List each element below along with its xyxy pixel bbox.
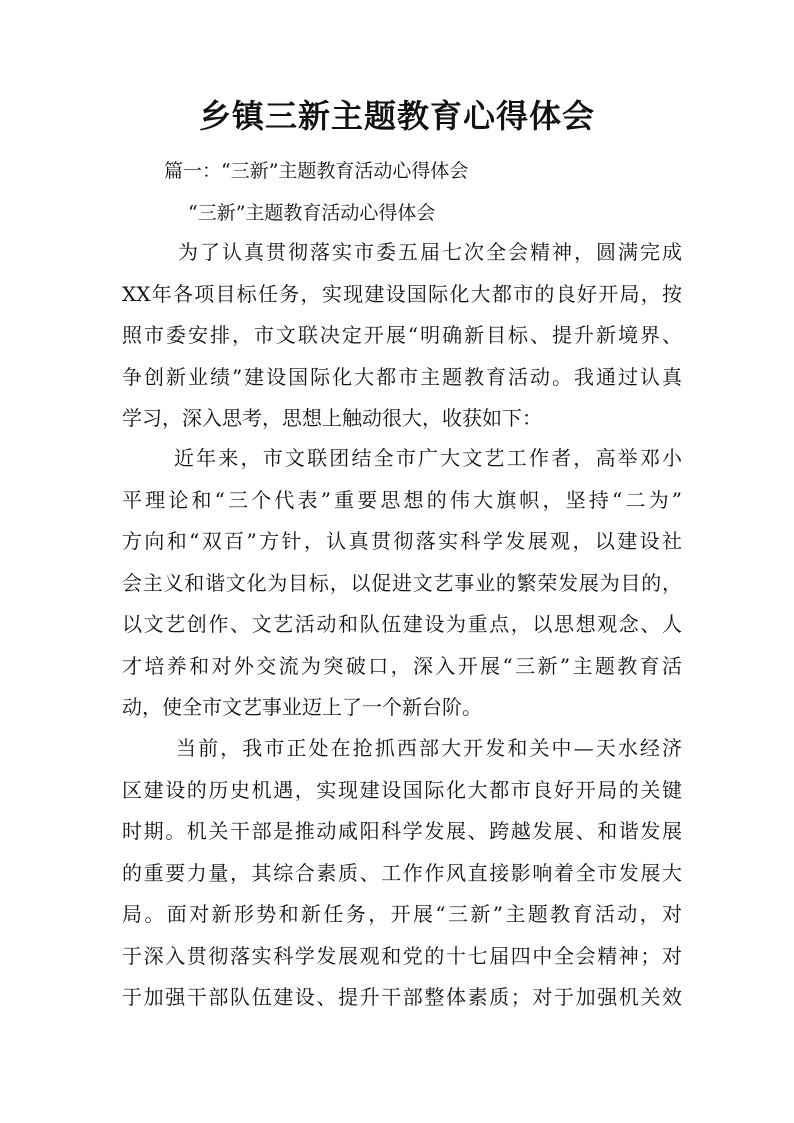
paragraph-line: 会主义和谐文化为目标，以促进文艺事业的繁荣发展为目的， [122,570,682,595]
paragraph-line: 局。面对新形势和新任务，开展“三新”主题教育活动，对 [122,902,682,926]
paragraph-line: XX年各项目标任务，实现建设国际化大都市的良好开局，按 [122,281,682,306]
paragraph-3 [122,728,682,1019]
paragraph-line: 争创新业绩”建设国际化大都市主题教育活动。我通过认真 [122,364,682,389]
paragraph-line: 于加强干部队伍建设、提升干部整体素质；对于加强机关效 [122,985,682,1009]
page-title: 乡镇三新主题教育心得体会 [198,97,595,135]
paragraph-line: 平理论和“三个代表”重要思想的伟大旗帜，坚持“二为” [122,487,682,512]
paragraph-line: 当前，我市正处在抢抓西部大开发和关中—天水经济 [176,736,682,760]
paragraph-line: 照市委安排，市文联决定开展“明确新目标、提升新境界、 [122,323,682,347]
paragraph-line: 动，使全市文艺事业迈上了一个新台阶。 [122,695,482,719]
paragraph-line: 为了认真贯彻落实市委五届七次全会精神，圆满完成 [178,240,682,264]
paragraph-line: 学习，深入思考，思想上触动很大，收获如下： [122,406,542,430]
paragraph-line: 以文艺创作、文艺活动和队伍建设为重点，以思想观念、人 [122,612,682,636]
paragraph-line: 区建设的历史机遇，实现建设国际化大都市良好开局的关键 [122,777,682,802]
paragraph-2 [122,438,682,729]
paragraph-1 [122,232,682,440]
subtitle-section-heading: 篇一：“三新”主题教育活动心得体会 [164,160,469,182]
paragraph-line: 才培养和对外交流为突破口，深入开展“三新”主题教育活 [122,653,682,678]
paragraph-line: 近年来，市文联团结全市广大文艺工作者，高举邓小 [174,446,682,470]
paragraph-line: 方向和“双百”方针，认真贯彻落实科学发展观，以建设社 [122,529,682,553]
paragraph-line: 的重要力量，其综合素质、工作作风直接影响着全市发展大 [122,860,682,885]
paragraph-line: 时期。机关干部是推动咸阳科学发展、跨越发展、和谐发展 [122,819,682,843]
paragraph-line: 于深入贯彻落实科学发展观和党的十七届四中全会精神；对 [122,943,682,968]
subtitle-article-heading: “三新”主题教育活动心得体会 [188,202,436,224]
